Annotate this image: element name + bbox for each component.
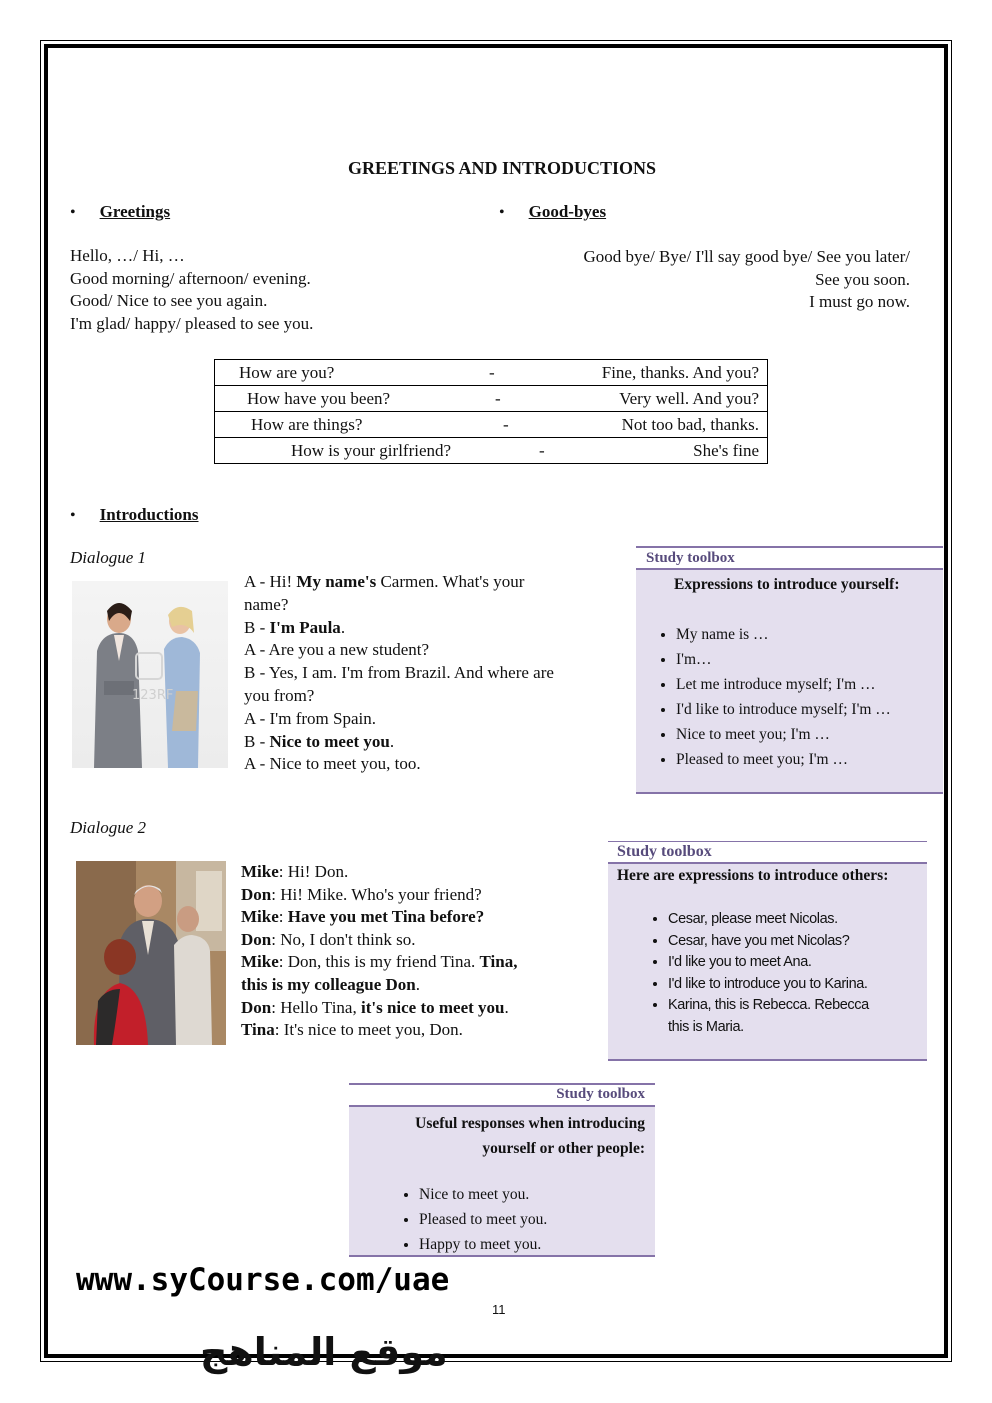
dialogue-line [241,974,517,997]
bullet-icon: • [499,204,505,221]
toolbox-header-label: Study toolbox [646,550,735,566]
dialogue-text: . [389,731,395,751]
dialogue-bold-text: Have you met Tina before? [287,907,485,927]
dialogue2-lines [241,861,517,1042]
greetings-line: Good morning/ afternoon/ evening. [70,268,311,288]
dialogue-text: B - [244,731,270,751]
introductions-heading-row [70,505,199,525]
qa-answer: Fine, thanks. And you? [545,360,768,386]
toolbox-title-line: yourself or other people: [482,1140,645,1157]
toolbox-list [676,622,891,772]
page-number: 11 [492,1302,506,1317]
dialogue-bold-text: Don [241,884,272,904]
greetings-line: I'm glad/ happy/ pleased to see you. [70,313,314,333]
dialogue-bold-text: Nice to meet you [269,731,390,751]
goodbyes-lines [584,246,910,314]
list-item: • Karina, this is Rebecca. Rebecca [668,995,869,1017]
qa-answer: She's fine [545,438,768,464]
dialogue1-text [244,571,554,776]
greetings-lines [70,245,313,335]
dialogue1-lines [244,571,554,776]
dialogue-bold-text: Tina, [479,952,518,972]
list-item: • Let me introduce myself; I'm … [676,672,891,697]
list-item: • I'd like you to meet Ana. [668,952,869,974]
dialogue-line [241,997,517,1020]
toolbox-title [415,1111,645,1161]
toolbox-title: Here are expressions to introduce others: [617,867,889,884]
bullet-icon: • [70,204,76,221]
dialogue-bold-text: Mike [241,907,279,927]
greetings-heading-row [70,202,170,222]
greetings-line: Hello, …/ Hi, … [70,246,185,265]
qa-answer: Not too bad, thanks. [545,412,768,438]
list-item: • I'm… [676,647,891,672]
study-toolbox-1 [636,546,943,794]
dialogue-text: name? [244,594,289,614]
dialogue-line [241,861,517,884]
list-item: • Nice to meet you. [419,1182,547,1207]
qa-dash: - [489,386,545,412]
goodbyes-line: See you soon. [815,269,910,289]
toolbox-list [668,909,869,1039]
dialogue-bold-text: My name's [296,572,377,591]
dialogue2-photo [76,861,226,1045]
toolbox-header [349,1083,655,1107]
site-watermark: www.syCourse.com/uae [76,1262,450,1298]
bullet-icon: • [70,507,76,524]
qa-answer: Very well. And you? [545,386,768,412]
goodbyes-line: I must go now. [809,292,910,311]
list-item: • My name is … [676,622,891,647]
goodbyes-line: Good bye/ Bye/ I'll say good bye/ See you later/ [583,247,910,266]
dialogue-bold-text: Tina [241,1020,275,1040]
dialogue-text: A - Are you a new student? [244,640,430,660]
dialogue-text: : Hello Tina, [271,997,361,1017]
dialogue-text: . [504,997,509,1017]
greetings-heading: Greetings [99,202,171,221]
greeting-qa-table [214,359,768,464]
dialogue-text: you from? [244,685,315,705]
dialogue-line [241,906,517,929]
qa-question: How is your girlfriend? [215,438,490,464]
dialogue-line [244,639,554,662]
dialogue-text: A - Hi! [244,572,297,591]
qa-dash: - [489,438,545,464]
dialogue-text: . [340,617,346,637]
study-toolbox-2 [608,841,927,1061]
dialogue-text: : Don, this is my friend Tina. [278,952,480,972]
list-item: • Cesar, have you met Nicolas? [668,931,869,953]
qa-question: How are things? [215,412,490,438]
dialogue1-label: Dialogue 1 [70,548,147,567]
arabic-signature: موقع المناهج [200,1330,448,1374]
dialogue2-label: Dialogue 2 [70,818,147,837]
toolbox-header-label: Study toolbox [617,843,712,860]
dialogue-line [244,708,554,731]
qa-dash: - [489,360,545,386]
toolbox-header [608,841,927,864]
list-item: • I'd like to introduce you to Karina. [668,974,869,996]
dialogue1-photo [72,581,228,768]
dialogue-text: : It's nice to meet you, Don. [274,1020,463,1040]
qa-question: How have you been? [215,386,490,412]
dialogue-line [244,662,554,685]
qa-dash: - [489,412,545,438]
dialogue-line [244,571,554,594]
dialogue-bold-text: Don [241,929,272,949]
dialogue-line [244,617,554,640]
dialogue-bold-text: Mike [241,952,279,972]
dialogue-text: Carmen. What's your [376,572,525,591]
list-item: • Pleased to meet you; I'm … [676,747,891,772]
dialogue-text: : [278,907,288,927]
dialogue-text: A - I'm from Spain. [244,708,376,728]
dialogue-text: : Hi! Don. [278,862,349,881]
goodbyes-heading: Good-byes [528,202,607,221]
dialogue-text: . [415,974,420,994]
qa-question: How are you? [215,360,490,386]
table-row [215,360,768,386]
list-item: • Nice to meet you; I'm … [676,722,891,747]
dialogue-line [244,731,554,754]
two-women-talking-image [72,581,228,768]
list-item: this is Maria. [668,1018,744,1035]
goodbyes-heading-row [499,202,606,222]
dialogue-bold-text: it's nice to meet you [360,997,505,1017]
dialogue-line [244,685,554,708]
three-people-meeting-image [76,861,226,1045]
dialogue-bold-text: Don [241,997,272,1017]
toolbox-title: Expressions to introduce yourself: [674,576,900,593]
dialogue-text: : Hi! Mike. Who's your friend? [271,884,482,904]
dialogue-text: : No, I don't think so. [271,929,416,949]
list-item: • Pleased to meet you. [419,1207,547,1232]
dialogue-text: A - Nice to meet you, too. [244,754,421,774]
study-toolbox-3 [349,1083,655,1257]
table-row [215,412,768,438]
dialogue-line [241,929,517,952]
dialogue-line [244,753,554,776]
toolbox-header-label: Study toolbox [556,1086,645,1102]
table-row [215,386,768,412]
toolbox-list [419,1182,547,1257]
stock-watermark-text: 123RF [132,688,174,703]
greetings-line: Good/ Nice to see you again. [70,291,268,310]
dialogue-bold-text: Mike [241,862,279,881]
dialogue-line [241,884,517,907]
toolbox-header [636,546,943,570]
dialogue-line [241,951,517,974]
dialogue-line [241,1019,517,1042]
page-title: GREETINGS AND INTRODUCTIONS [347,158,657,178]
list-item: • I'd like to introduce myself; I'm … [676,697,891,722]
dialogue2-text [241,861,517,1042]
dialogue-bold-text: I'm Paula [269,617,341,637]
dialogue-line [244,594,554,617]
introductions-heading: Introductions [99,505,199,524]
dialogue-bold-text: this is my colleague Don [241,974,416,994]
dialogue-text: B - [244,617,270,637]
dialogue-text: B - Yes, I am. I'm from Brazil. And where are [244,663,554,683]
list-item: • Cesar, please meet Nicolas. [668,909,869,931]
list-item: • Happy to meet you. [419,1232,547,1257]
toolbox-title-line: Useful responses when introducing [415,1115,645,1132]
table-row [215,438,768,464]
